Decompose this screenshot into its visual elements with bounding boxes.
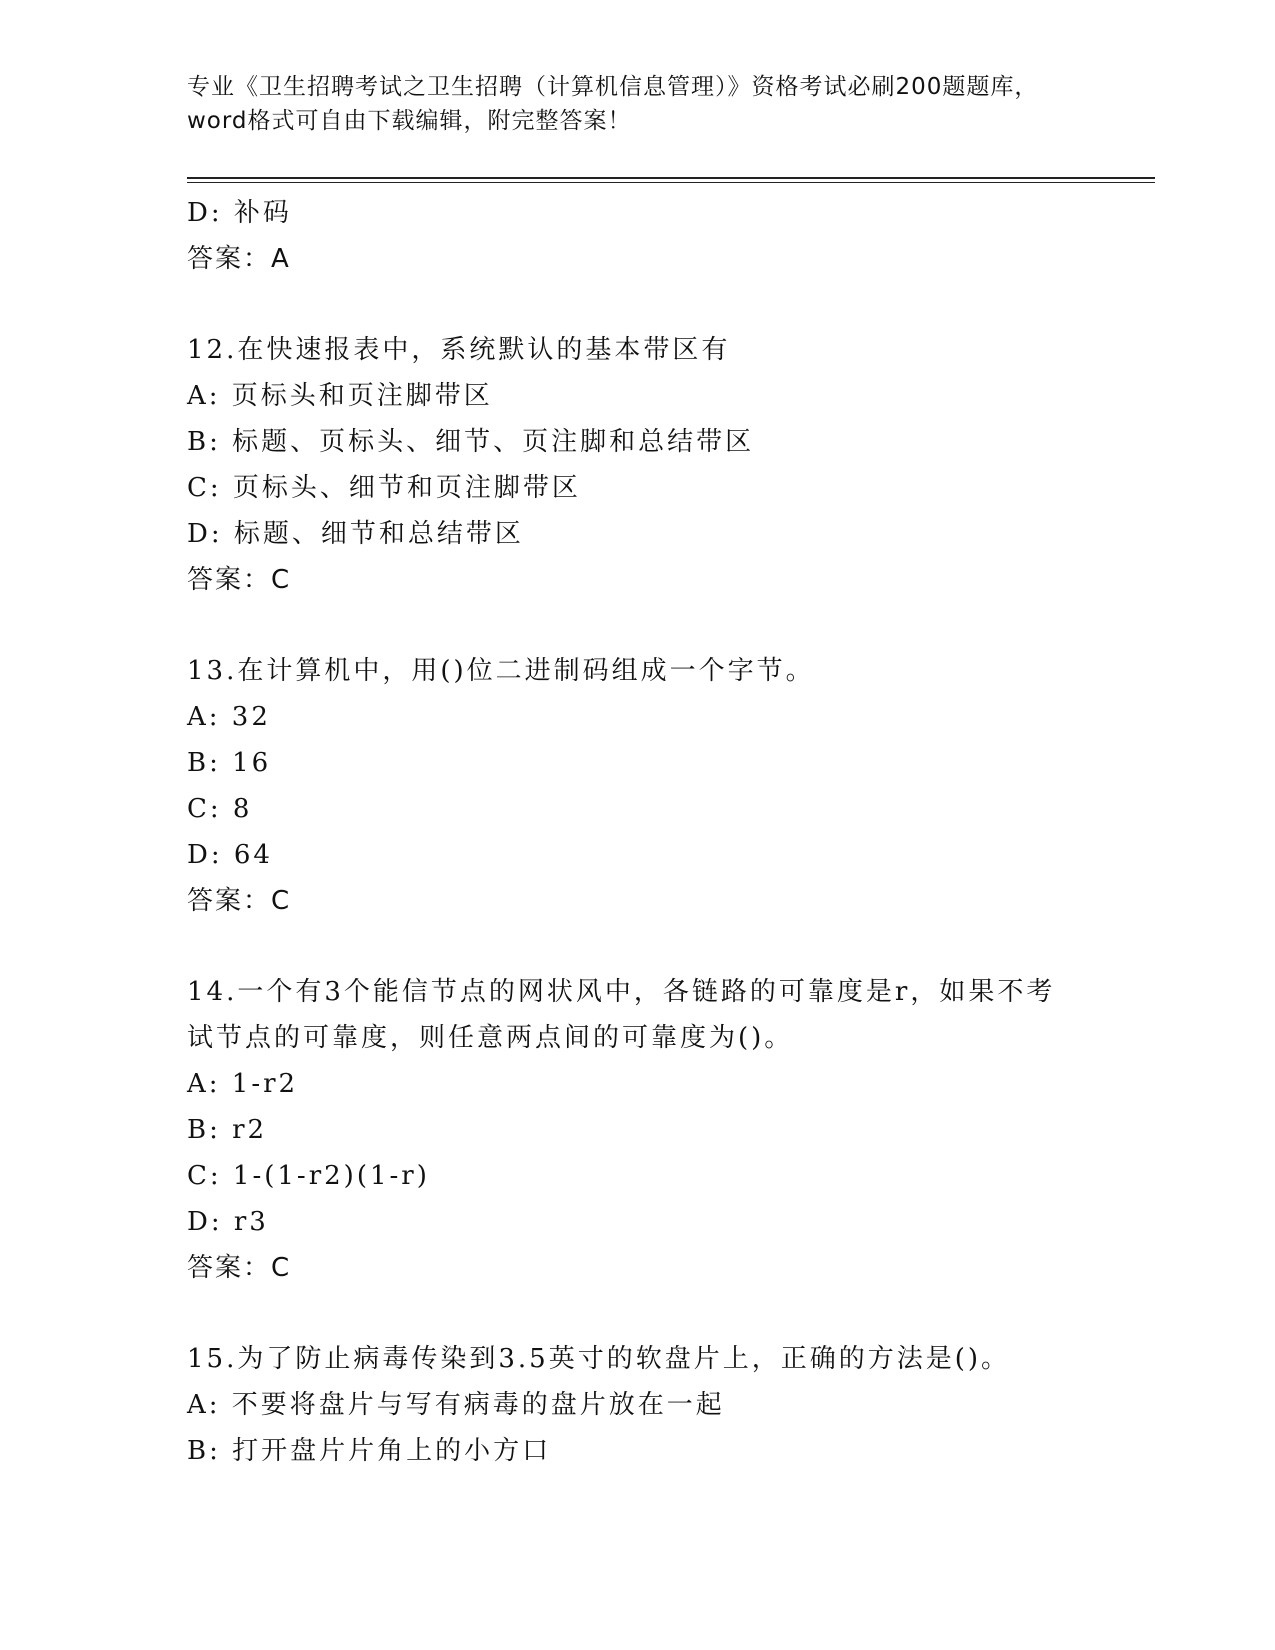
option-a: A: 页标头和页注脚带区 (187, 381, 493, 411)
option-a: A: 1-r2 (187, 1069, 299, 1099)
question-text-line-2: 试节点的可靠度，则任意两点间的可靠度为()。 (187, 1023, 794, 1053)
answer: 答案：C (187, 1253, 292, 1283)
question-11 (187, 190, 1155, 282)
option-a: A: 32 (187, 702, 271, 732)
option-d: D: 64 (187, 840, 273, 870)
question-text: 15.为了防止病毒传染到3.5英寸的软盘片上，正确的方法是()。 (187, 1344, 1010, 1374)
question-13 (187, 648, 1155, 924)
header-title-line-1: 专业《卫生招聘考试之卫生招聘（计算机信息管理）》资格考试必刷200题题库， (187, 74, 1039, 100)
option-b: B: 16 (187, 748, 272, 778)
option-a: A: 不要将盘片与写有病毒的盘片放在一起 (187, 1390, 725, 1420)
question-list (187, 190, 1155, 1474)
option-c: C: 8 (187, 794, 253, 824)
option-c: C: 1-(1-r2)(1-r) (187, 1161, 430, 1191)
option-d: D: 标题、细节和总结带区 (187, 519, 524, 549)
question-15 (187, 1336, 1155, 1474)
answer: 答案：C (187, 565, 292, 595)
question-text-line-1: 14.一个有3个能信节点的网状风中，各链路的可靠度是r，如果不考 (187, 977, 1056, 1007)
header-rule-thin (187, 182, 1155, 183)
question-text: 12.在快速报表中，系统默认的基本带区有 (187, 335, 731, 365)
option-b: B: 标题、页标头、细节、页注脚和总结带区 (187, 427, 755, 457)
option-d: D: r3 (187, 1207, 269, 1237)
header-rule-thick (187, 177, 1155, 179)
answer: 答案：A (187, 244, 291, 274)
option-b: B: r2 (187, 1115, 268, 1145)
question-text: 13.在计算机中，用()位二进制码组成一个字节。 (187, 656, 815, 686)
question-12 (187, 327, 1155, 603)
option-d: D: 补码 (187, 198, 292, 228)
option-b: B: 打开盘片片角上的小方口 (187, 1436, 552, 1466)
question-14 (187, 969, 1155, 1291)
answer: 答案：C (187, 886, 292, 916)
option-c: C: 页标头、细节和页注脚带区 (187, 473, 581, 503)
header-title-line-2: word格式可自由下载编辑，附完整答案！ (187, 108, 632, 134)
document-header (187, 70, 1087, 138)
